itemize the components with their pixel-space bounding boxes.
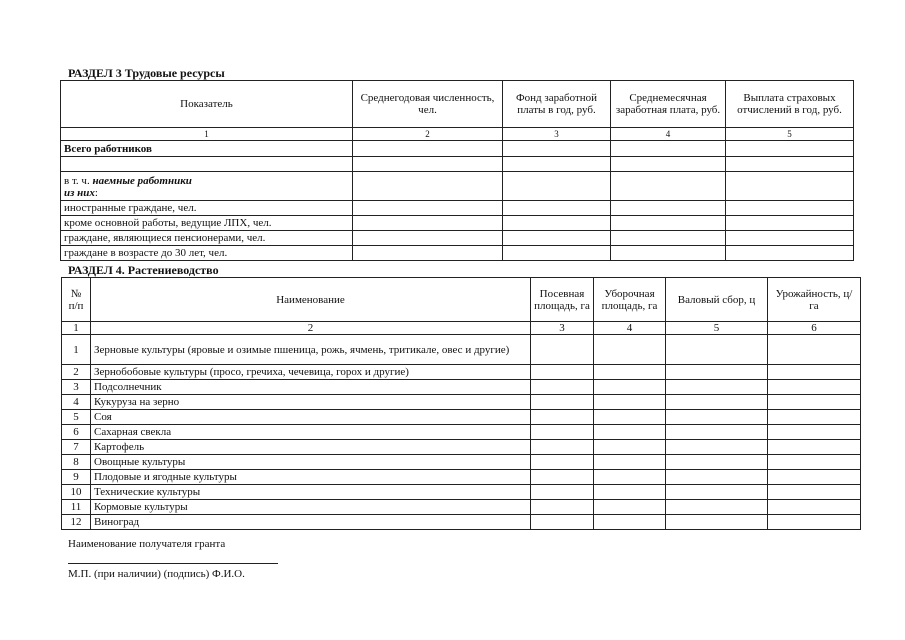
empty-cell [353,246,503,261]
crop-name: Подсолнечник [91,380,531,395]
empty-cell [666,485,768,500]
row-label-foreign: иностранные граждане, чел. [61,201,353,216]
empty-cell [726,246,854,261]
empty-cell [611,141,726,157]
empty-cell [531,440,594,455]
empty-cell [531,425,594,440]
empty-cell [503,157,611,172]
table-row [62,485,861,500]
empty-cell [666,515,768,530]
column-number-row [62,322,861,335]
row-number: 8 [62,455,91,470]
empty-cell [611,172,726,201]
row-number: 7 [62,440,91,455]
row-number: 12 [62,515,91,530]
empty-cell [503,246,611,261]
empty-cell [353,216,503,231]
crop-name: Соя [91,410,531,425]
col-number: 1 [61,128,353,141]
row-number: 4 [62,395,91,410]
empty-cell [531,395,594,410]
table-row [62,365,861,380]
table-row [62,425,861,440]
crop-name: Овощные культуры [91,455,531,470]
row-number: 3 [62,380,91,395]
of-them-label: из них [64,187,95,199]
table-row [62,395,861,410]
col-number: 6 [768,322,861,335]
empty-cell [531,455,594,470]
empty-cell [666,455,768,470]
empty-cell [594,425,666,440]
empty-cell [611,201,726,216]
table-row [61,216,854,231]
row-label-pensioners: граждане, являющиеся пенсионерами, чел. [61,231,353,246]
empty-cell [531,515,594,530]
empty-cell [531,500,594,515]
row-label-lph: кроме основной работы, ведущие ЛПХ, чел. [61,216,353,231]
col-number: 5 [726,128,854,141]
row-number: 2 [62,365,91,380]
col-number: 2 [353,128,503,141]
empty-cell [503,141,611,157]
table-row [61,201,854,216]
header-sown-area: Посевная площадь, га [531,278,594,322]
empty-cell [503,172,611,201]
header-insurance-payments: Выплата страховых отчислений в год, руб. [726,81,854,128]
empty-cell [726,172,854,201]
table-row [62,515,861,530]
header-avg-headcount: Среднегодовая численность, чел. [353,81,503,128]
labor-resources-table [60,80,854,261]
empty-cell [594,485,666,500]
empty-cell [768,335,861,365]
header-productivity: Урожайность, ц/га [768,278,861,322]
signature-line [68,563,278,564]
empty-cell [666,380,768,395]
empty-cell [666,425,768,440]
table-header-row [61,81,854,128]
table-row [62,500,861,515]
empty-cell [531,410,594,425]
empty-cell [611,246,726,261]
empty-cell [594,440,666,455]
empty-cell [594,335,666,365]
empty-cell [768,365,861,380]
empty-cell [531,365,594,380]
row-number: 10 [62,485,91,500]
empty-cell [594,395,666,410]
table-row [62,410,861,425]
header-gross-yield: Валовый сбор, ц [666,278,768,322]
col-number: 3 [503,128,611,141]
header-name: Наименование [91,278,531,322]
empty-cell [61,157,353,172]
empty-cell [611,157,726,172]
table-row [61,157,854,172]
empty-cell [503,216,611,231]
empty-cell [726,216,854,231]
crop-name: Технические культуры [91,485,531,500]
empty-cell [503,201,611,216]
table-row [62,470,861,485]
empty-cell [594,515,666,530]
signature-caption: М.П. (при наличии) (подпись) Ф.И.О. [68,568,245,580]
crop-name: Картофель [91,440,531,455]
empty-cell [594,455,666,470]
header-avg-monthly-salary: Среднемесячная заработная плата, руб. [611,81,726,128]
header-harvest-area: Уборочная площадь, га [594,278,666,322]
empty-cell [768,395,861,410]
empty-cell [353,172,503,201]
empty-cell [611,231,726,246]
crop-name: Кормовые культуры [91,500,531,515]
table-row [62,440,861,455]
col-number: 5 [666,322,768,335]
empty-cell [666,470,768,485]
empty-cell [531,335,594,365]
empty-cell [594,410,666,425]
row-number: 5 [62,410,91,425]
crop-name: Зерновые культуры (яровые и озимые пшеница, рожь, ячмень, тритикале, овес и другие) [91,335,531,365]
empty-cell [503,231,611,246]
row-label-hired [61,172,353,201]
empty-cell [353,157,503,172]
empty-cell [531,485,594,500]
table-row [62,380,861,395]
hired-prefix: в т. ч. [64,175,90,187]
empty-cell [594,380,666,395]
empty-cell [666,365,768,380]
empty-cell [768,500,861,515]
empty-cell [353,201,503,216]
empty-cell [594,365,666,380]
empty-cell [726,201,854,216]
crop-name: Сахарная свекла [91,425,531,440]
empty-cell [666,395,768,410]
empty-cell [594,500,666,515]
empty-cell [666,440,768,455]
empty-cell [353,141,503,157]
col-number: 4 [611,128,726,141]
empty-cell [768,455,861,470]
empty-cell [531,470,594,485]
grant-recipient-label: Наименование получателя гранта [68,538,226,550]
empty-cell [768,410,861,425]
empty-cell [611,216,726,231]
empty-cell [726,141,854,157]
col-number: 4 [594,322,666,335]
crop-name: Виноград [91,515,531,530]
header-indicator: Показатель [61,81,353,128]
hired-label: наемные работники [92,175,192,187]
empty-cell [768,515,861,530]
empty-cell [768,485,861,500]
row-number: 6 [62,425,91,440]
section-4-title: РАЗДЕЛ 4. Растениеводство [68,263,219,277]
empty-cell [768,425,861,440]
empty-cell [666,410,768,425]
empty-cell [726,231,854,246]
empty-cell [666,500,768,515]
empty-cell [594,470,666,485]
row-number: 1 [62,335,91,365]
crop-name: Плодовые и ягодные культуры [91,470,531,485]
header-payroll-fund: Фонд заработной платы в год, руб. [503,81,611,128]
col-number: 2 [91,322,531,335]
empty-cell [353,231,503,246]
empty-cell [666,335,768,365]
crop-name: Кукуруза на зерно [91,395,531,410]
section-3-title: РАЗДЕЛ 3 Трудовые ресурсы [68,66,225,80]
table-row [62,335,861,365]
row-label-total: Всего работников [61,141,353,157]
table-row [61,231,854,246]
col-number: 3 [531,322,594,335]
column-number-row [61,128,854,141]
row-number: 11 [62,500,91,515]
table-row [61,141,854,157]
table-row [61,172,854,201]
crop-name: Зернобобовые культуры (просо, гречиха, чечевица, горох и другие) [91,365,531,380]
of-them-colon: : [94,187,98,199]
header-number: № п/п [62,278,91,322]
table-row [62,455,861,470]
empty-cell [726,157,854,172]
empty-cell [768,380,861,395]
row-number: 9 [62,470,91,485]
empty-cell [531,380,594,395]
row-label-youth: граждане в возрасте до 30 лет, чел. [61,246,353,261]
empty-cell [768,470,861,485]
crop-production-table [61,277,861,530]
col-number: 1 [62,322,91,335]
table-row [61,246,854,261]
empty-cell [768,440,861,455]
table-header-row [62,278,861,322]
